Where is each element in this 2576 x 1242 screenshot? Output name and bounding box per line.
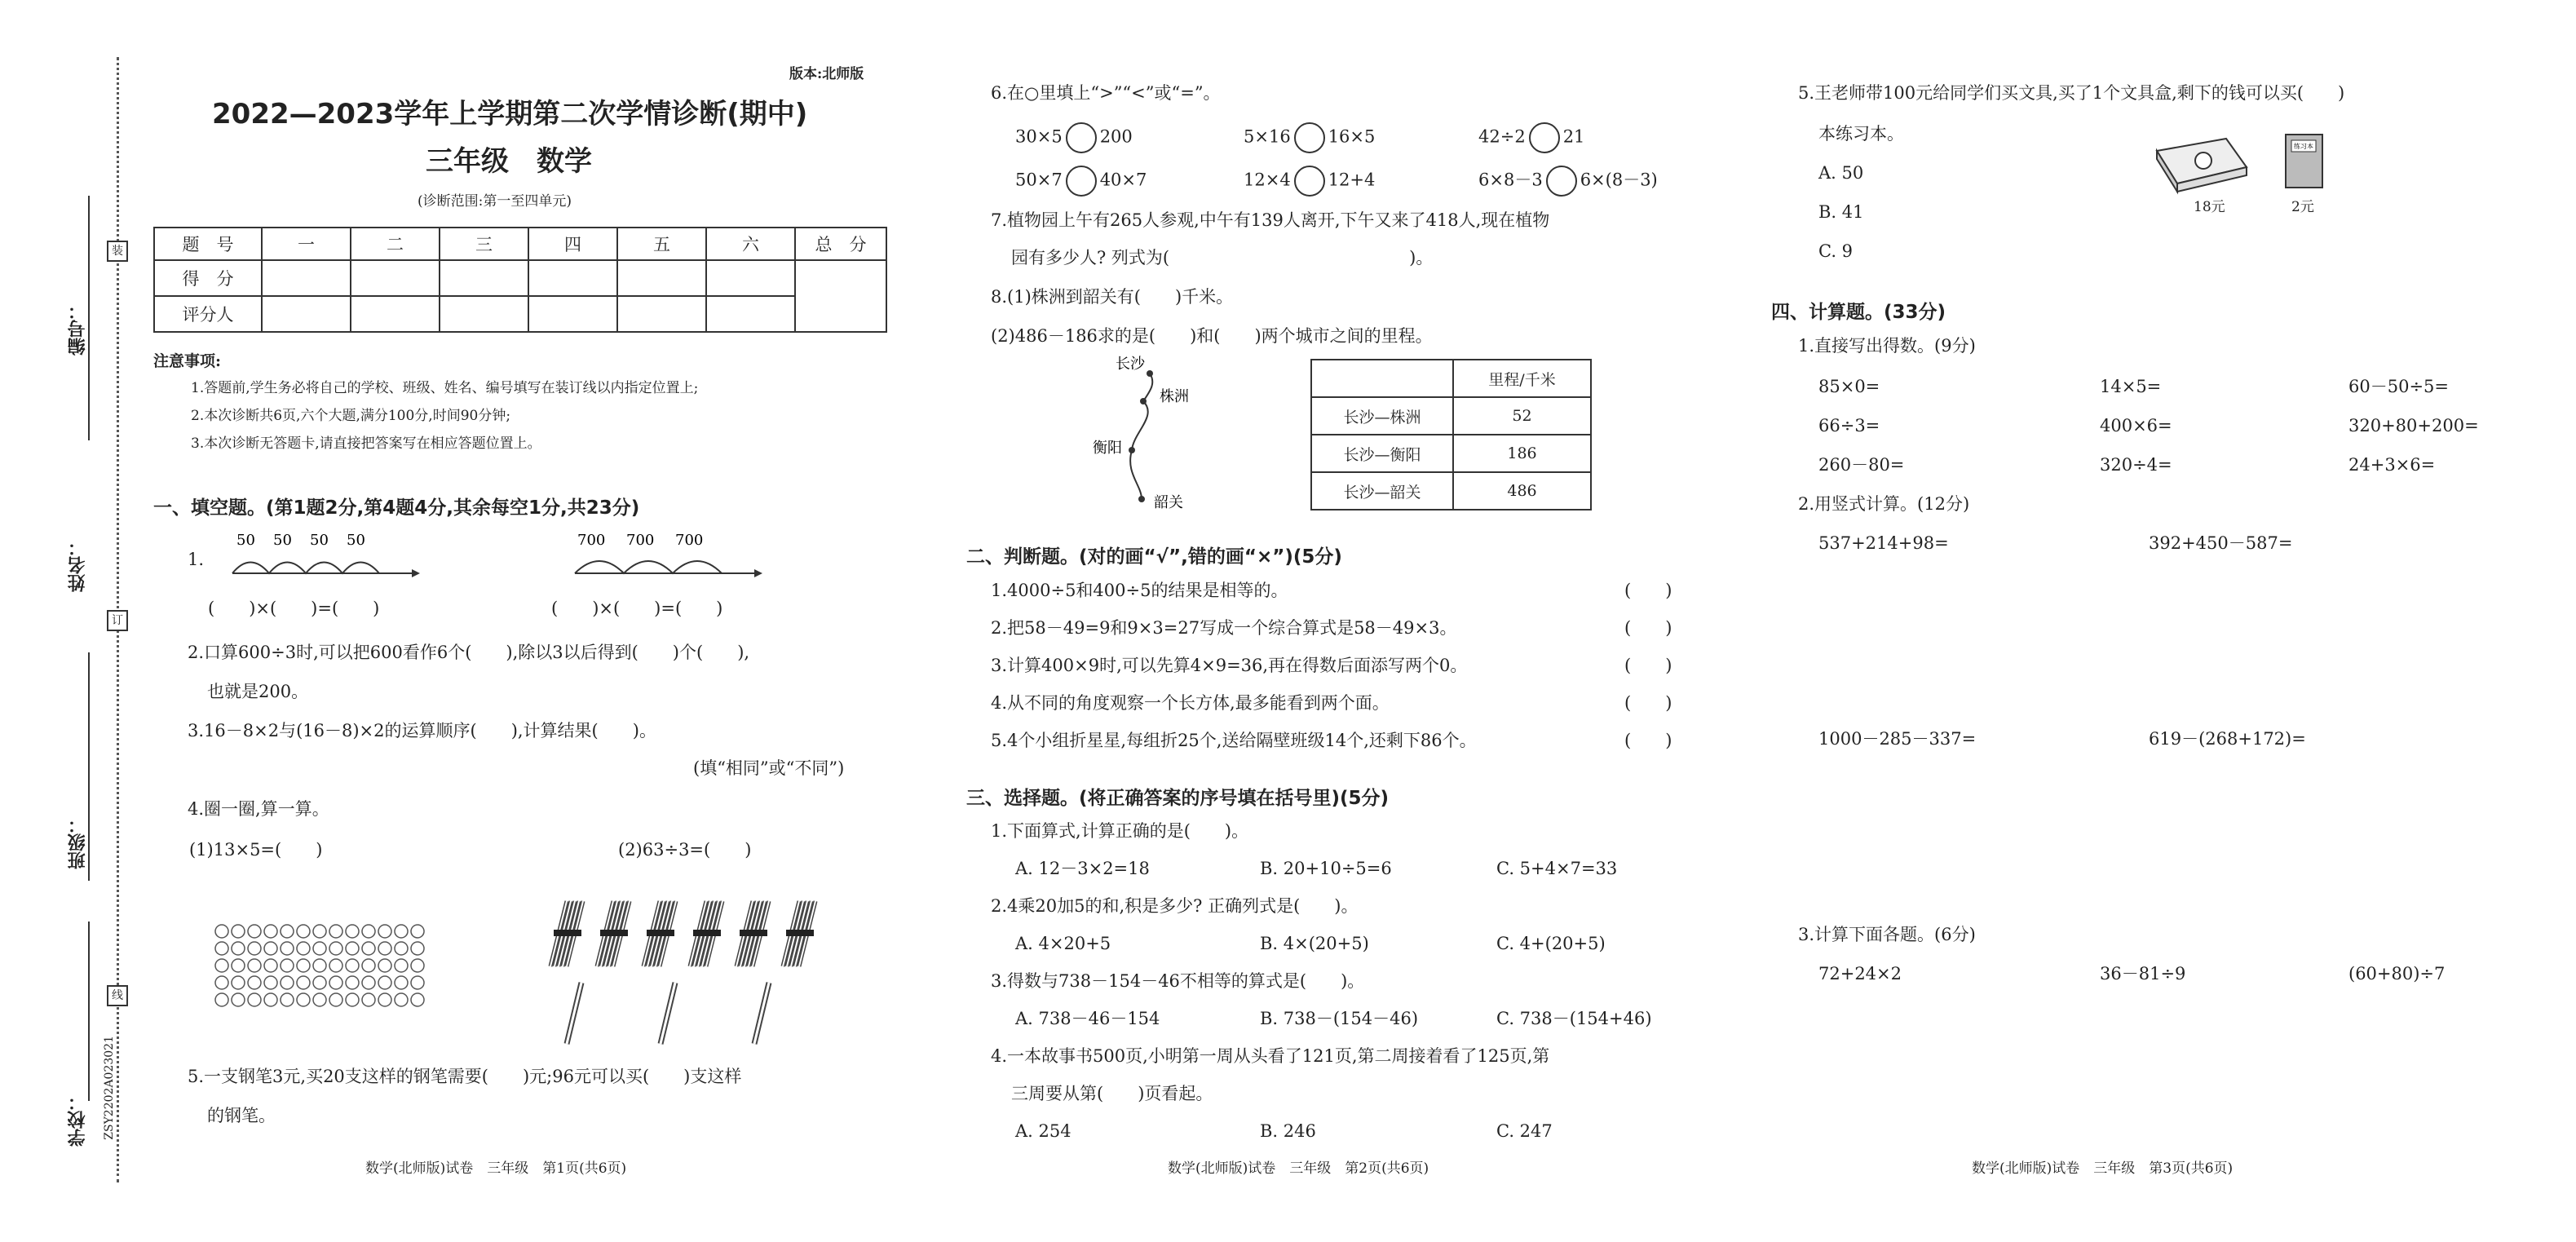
version-label: 版本:北师版 [789, 66, 864, 82]
exam-title: 2022—2023学年上学期第二次学情诊断(期中) [212, 98, 808, 130]
calc-item[interactable]: 14×5= [2100, 377, 2162, 396]
binding-field-name: 姓名： [68, 538, 88, 592]
calc-item[interactable]: 320÷4= [2100, 455, 2172, 475]
paper-code: ZSY2202A023021 [103, 1036, 116, 1140]
counting-dot [346, 993, 359, 1006]
choice-option[interactable]: B. 246 [1260, 1121, 1316, 1141]
binding-mark: 订 [107, 610, 128, 631]
binding-mark: 线 [107, 985, 128, 1006]
counting-dot [411, 942, 424, 955]
choice-question: 1.下面算式,计算正确的是( )。 [991, 821, 1249, 841]
counting-dot [378, 942, 391, 955]
q1-number: 1. [188, 550, 205, 569]
calc3-title: 3.计算下面各题。(6分) [1798, 925, 1976, 944]
counting-dot [329, 976, 342, 989]
counting-dot [297, 942, 310, 955]
book-label: 练习本 [2294, 143, 2313, 150]
jump-label: 700 [577, 532, 606, 549]
choice-option[interactable]: C. 4+(20+5) [1496, 934, 1606, 953]
choice-option[interactable]: C. 738－(154+46) [1496, 1009, 1652, 1028]
choice-question: 4.一本故事书500页,小明第一周从头看了121页,第二周接着看了125页,第 [991, 1046, 1550, 1066]
route-header: 里程/千米 [1453, 360, 1591, 397]
counting-dot [395, 993, 408, 1006]
q5-text: 5.一支钢笔3元,买20支这样的钢笔需要( )元;96元可以买( )支这样 [188, 1067, 742, 1086]
score-row-label: 得 分 [154, 260, 262, 296]
counting-dot [411, 993, 424, 1006]
q5-text-cont: 的钢笔。 [207, 1106, 276, 1125]
counting-dot [378, 959, 391, 972]
counting-dot [362, 993, 375, 1006]
counting-dot [362, 976, 375, 989]
counting-dot [215, 942, 228, 955]
q3-hint: (填“相同”或“不同”) [693, 758, 845, 778]
score-header: 三 [440, 228, 528, 260]
map-city: 韶关 [1154, 494, 1183, 511]
counting-dot [215, 976, 228, 989]
page2-footer: 数学(北师版)试卷 三年级 第2页(共6页) [1168, 1160, 1429, 1177]
counting-dot [264, 942, 277, 955]
judge-item: 1.4000÷5和400÷5的结果是相等的。 [991, 581, 1288, 600]
score-header: 六 [706, 228, 795, 260]
score-header: 五 [617, 228, 706, 260]
calc-item[interactable]: 66÷3= [1818, 416, 1880, 435]
note-item: 1.答题前,学生务必将自己的学校、班级、姓名、编号填写在装订线以内指定位置上; [191, 380, 699, 396]
counting-dot [395, 925, 408, 938]
judge-blank[interactable]: ( ) [1624, 731, 1672, 750]
counting-dot [248, 942, 261, 955]
vertical-calc-item[interactable]: 537+214+98= [1818, 533, 1949, 553]
map-city: 长沙 [1116, 356, 1145, 373]
calc-item[interactable]: 260－80= [1818, 455, 1905, 475]
route-cell: 长沙—株洲 [1311, 397, 1453, 435]
score-header: 题 号 [154, 228, 262, 260]
counting-dot [411, 959, 424, 972]
choice-option[interactable]: A. 4×20+5 [1015, 934, 1111, 953]
counting-dot [215, 925, 228, 938]
vertical-calc-item[interactable]: 392+450－587= [2149, 533, 2293, 553]
counting-dot [248, 959, 261, 972]
score-header: 二 [351, 228, 440, 260]
counting-dot [395, 976, 408, 989]
price-exercise-book: 2元 [2291, 199, 2314, 215]
counting-dot [329, 959, 342, 972]
choice-question: 3.得数与738－154－46不相等的算式是( )。 [991, 971, 1365, 991]
counting-dot [313, 993, 326, 1006]
counting-dot [297, 976, 310, 989]
q4a-text: (1)13×5=( ) [189, 840, 323, 860]
jump-label: 50 [347, 532, 365, 549]
vertical-calc-item[interactable]: 1000－285－337= [1818, 729, 1977, 749]
counting-dot [346, 959, 359, 972]
price-pencil-case: 18元 [2194, 199, 2225, 215]
counting-dot [346, 925, 359, 938]
counting-dot [362, 942, 375, 955]
choice-option[interactable]: C. 247 [1496, 1121, 1553, 1141]
note-item: 3.本次诊断无答题卡,请直接把答案写在相应答题位置上。 [191, 435, 541, 452]
route-map [1093, 351, 1256, 514]
jump-label: 50 [273, 532, 292, 549]
calc1-title: 1.直接写出得数。(9分) [1798, 336, 1976, 356]
choice-option[interactable]: A. 12－3×2=18 [1015, 859, 1150, 878]
judge-blank[interactable]: ( ) [1624, 581, 1672, 600]
exam-subtitle: 三年级 数学 [426, 145, 592, 178]
compare-item: 6×8－3 6×(8－3) [1478, 166, 1658, 197]
route-cell: 长沙—衡阳 [1311, 435, 1453, 472]
number-line-left [220, 528, 424, 586]
notes-title: 注意事项: [153, 352, 222, 370]
counting-dot [232, 942, 245, 955]
score-row-label: 评分人 [154, 296, 262, 332]
dot-grid-13x5 [214, 922, 434, 1011]
score-header: 四 [528, 228, 617, 260]
q8a-text: 8.(1)株洲到韶关有( )千米。 [991, 287, 1234, 307]
counting-dot [264, 925, 277, 938]
stick-bundle [736, 901, 769, 966]
counting-dot [281, 976, 294, 989]
choice-question-cont: 三周要从第( )页看起。 [1011, 1084, 1213, 1103]
counting-dot [362, 959, 375, 972]
counting-dot [248, 976, 261, 989]
counting-dot [297, 993, 310, 1006]
route-cell: 486 [1453, 472, 1591, 510]
counting-dot [264, 976, 277, 989]
calc-item[interactable]: 400×6= [2100, 416, 2172, 435]
counting-dot [329, 925, 342, 938]
counting-dot [281, 993, 294, 1006]
compare-item: 50×7 40×7 [1015, 166, 1147, 197]
q5-text: 5.王老师带100元给同学们买文具,买了1个文具盒,剩下的钱可以买( ) [1798, 83, 2345, 103]
score-table [153, 227, 887, 333]
judge-blank[interactable]: ( ) [1624, 618, 1672, 638]
stick-bundle [690, 901, 722, 966]
q2-text-cont: 也就是200。 [207, 682, 309, 701]
map-city: 衡阳 [1093, 440, 1122, 457]
jump-label: 50 [310, 532, 329, 549]
jump-label: 50 [236, 532, 255, 549]
section1-title: 一、填空题。(第1题2分,第4题4分,其余每空1分,共23分) [153, 497, 640, 519]
choice-question: 2.4乘20加5的和,积是多少? 正确列式是( )。 [991, 896, 1359, 916]
compare-item: 42÷2 21 [1478, 122, 1584, 153]
score-header: 总 分 [795, 228, 886, 260]
compare-circle[interactable] [1066, 166, 1097, 197]
counting-dot [346, 976, 359, 989]
compare-circle[interactable] [1546, 166, 1577, 197]
compare-circle[interactable] [1294, 166, 1325, 197]
calc3-item[interactable]: 72+24×2 [1818, 964, 1902, 983]
choice-option[interactable]: B. 20+10÷5=6 [1260, 859, 1392, 878]
q4-text: 4.圈一圈,算一算。 [188, 799, 329, 819]
counting-dot [281, 959, 294, 972]
calc-item[interactable]: 85×0= [1818, 377, 1880, 396]
counting-dot [232, 925, 245, 938]
calc3-item[interactable]: (60+80)÷7 [2348, 964, 2446, 983]
counting-dot [281, 942, 294, 955]
stick-bundle [550, 901, 583, 966]
route-table [1310, 359, 1592, 511]
choice-option[interactable]: B. 41 [1818, 202, 1864, 222]
counting-dot [297, 925, 310, 938]
choice-option[interactable]: B. 4×(20+5) [1260, 934, 1369, 953]
counting-dot [395, 959, 408, 972]
compare-item: 5×16 16×5 [1244, 122, 1375, 153]
choice-option[interactable]: A. 738－46－154 [1015, 1009, 1160, 1028]
compare-circle[interactable] [1294, 122, 1325, 153]
section2-title: 二、判断题。(对的画“√”,错的画“×”)(5分) [966, 546, 1342, 568]
counting-dot [232, 959, 245, 972]
q8b-text: (2)486－186求的是( )和( )两个城市之间的里程。 [991, 326, 1433, 346]
counting-dot [411, 925, 424, 938]
binding-mark: 装 [107, 241, 128, 262]
counting-dot [215, 993, 228, 1006]
compare-circle[interactable] [1529, 122, 1560, 153]
counting-dot [264, 993, 277, 1006]
counting-dot [297, 959, 310, 972]
choice-option[interactable]: A. 50 [1818, 163, 1864, 183]
compare-item: 30×5 200 [1015, 122, 1133, 153]
calc-item[interactable]: 60－50÷5= [2348, 377, 2449, 396]
compare-circle[interactable] [1066, 122, 1097, 153]
note-item: 2.本次诊断共6页,六个大题,满分100分,时间90分钟; [191, 408, 511, 424]
q2-text: 2.口算600÷3时,可以把600看作6个( ),除以3以后得到( )个( ), [188, 643, 750, 662]
score-header: 一 [262, 228, 351, 260]
jump-label: 700 [675, 532, 704, 549]
q6-text: 6.在○里填上“>”“<”或“=”。 [991, 83, 1221, 103]
q3-text: 3.16－8×2与(16－8)×2的运算顺序( ),计算结果( )。 [188, 721, 656, 740]
binding-field-number: 编号： [68, 302, 88, 356]
route-cell: 长沙—韶关 [1311, 472, 1453, 510]
counting-dot [378, 925, 391, 938]
stick-bundle [597, 901, 630, 966]
counting-dot [313, 976, 326, 989]
counting-dot [346, 942, 359, 955]
counting-dot [313, 925, 326, 938]
calc3-item[interactable]: 36－81÷9 [2100, 964, 2186, 983]
stick-bundles [542, 897, 836, 1052]
counting-dot [264, 959, 277, 972]
counting-dot [232, 976, 245, 989]
q1-left-answer[interactable]: ( )×( )=( ) [208, 599, 380, 618]
page1-footer: 数学(北师版)试卷 三年级 第1页(共6页) [365, 1160, 627, 1177]
stick-bundle [643, 901, 676, 966]
counting-dot [313, 959, 326, 972]
q5-text-cont: 本练习本。 [1818, 124, 1904, 144]
binding-field-class: 班级： [68, 815, 88, 869]
counting-dot [362, 925, 375, 938]
counting-dot [313, 942, 326, 955]
counting-dot [411, 976, 424, 989]
total-score-cell[interactable] [795, 260, 886, 332]
counting-dot [248, 993, 261, 1006]
q4b-text: (2)63÷3=( ) [618, 840, 752, 860]
choice-option[interactable]: C. 5+4×7=33 [1496, 859, 1618, 878]
judge-blank[interactable]: ( ) [1624, 693, 1672, 713]
judge-item: 2.把58－49=9和9×3=27写成一个综合算式是58－49×3。 [991, 618, 1457, 638]
section4-title: 四、计算题。(33分) [1771, 302, 1946, 323]
jump-label: 700 [626, 532, 655, 549]
binding-field-school: 学校： [68, 1093, 88, 1147]
route-cell: 186 [1453, 435, 1591, 472]
counting-dot [329, 942, 342, 955]
judge-item: 5.4个小组折星星,每组折25个,送给隔壁班级14个,还剩下86个。 [991, 731, 1477, 750]
counting-dot [395, 942, 408, 955]
map-city: 株洲 [1160, 388, 1189, 405]
route-cell: 52 [1453, 397, 1591, 435]
bear-icon [2195, 152, 2211, 169]
exam-scope: (诊断范围:第一至四单元) [418, 193, 572, 210]
judge-item: 3.计算400×9时,可以先算4×9=36,再在得数后面添写两个0。 [991, 656, 1468, 675]
stick-bundle [783, 901, 815, 966]
vertical-calc-item[interactable]: 619－(268+172)= [2149, 729, 2306, 749]
counting-dot [215, 959, 228, 972]
counting-dot [378, 976, 391, 989]
q7-text-cont: 园有多少人? 列式为( )。 [1011, 248, 1434, 267]
calc-item[interactable]: 320+80+200= [2348, 416, 2479, 435]
counting-dot [329, 993, 342, 1006]
binding-field-line [88, 922, 90, 1101]
counting-dot [248, 925, 261, 938]
compare-item: 12×4 12+4 [1244, 166, 1375, 197]
number-line-right [563, 528, 767, 586]
choice-option[interactable]: C. 9 [1818, 241, 1854, 261]
calc2-title: 2.用竖式计算。(12分) [1798, 494, 1970, 514]
judge-blank[interactable]: ( ) [1624, 656, 1672, 675]
choice-option[interactable]: A. 254 [1015, 1121, 1071, 1141]
calc-item[interactable]: 24+3×6= [2348, 455, 2436, 475]
judge-item: 4.从不同的角度观察一个长方体,最多能看到两个面。 [991, 693, 1390, 713]
counting-dot [378, 993, 391, 1006]
q7-text: 7.植物园上午有265人参观,中午有139人离开,下午又来了418人,现在植物 [991, 210, 1550, 230]
counting-dot [281, 925, 294, 938]
counting-dot [232, 993, 245, 1006]
page3-footer: 数学(北师版)试卷 三年级 第3页(共6页) [1972, 1160, 2234, 1177]
exercise-book-image [2279, 130, 2328, 196]
choice-option[interactable]: B. 738－(154－46) [1260, 1009, 1419, 1028]
section3-title: 三、选择题。(将正确答案的序号填在括号里)(5分) [966, 788, 1390, 809]
q1-right-answer[interactable]: ( )×( )=( ) [551, 599, 723, 618]
pencil-case-image [2153, 130, 2251, 196]
route-header [1311, 360, 1453, 397]
